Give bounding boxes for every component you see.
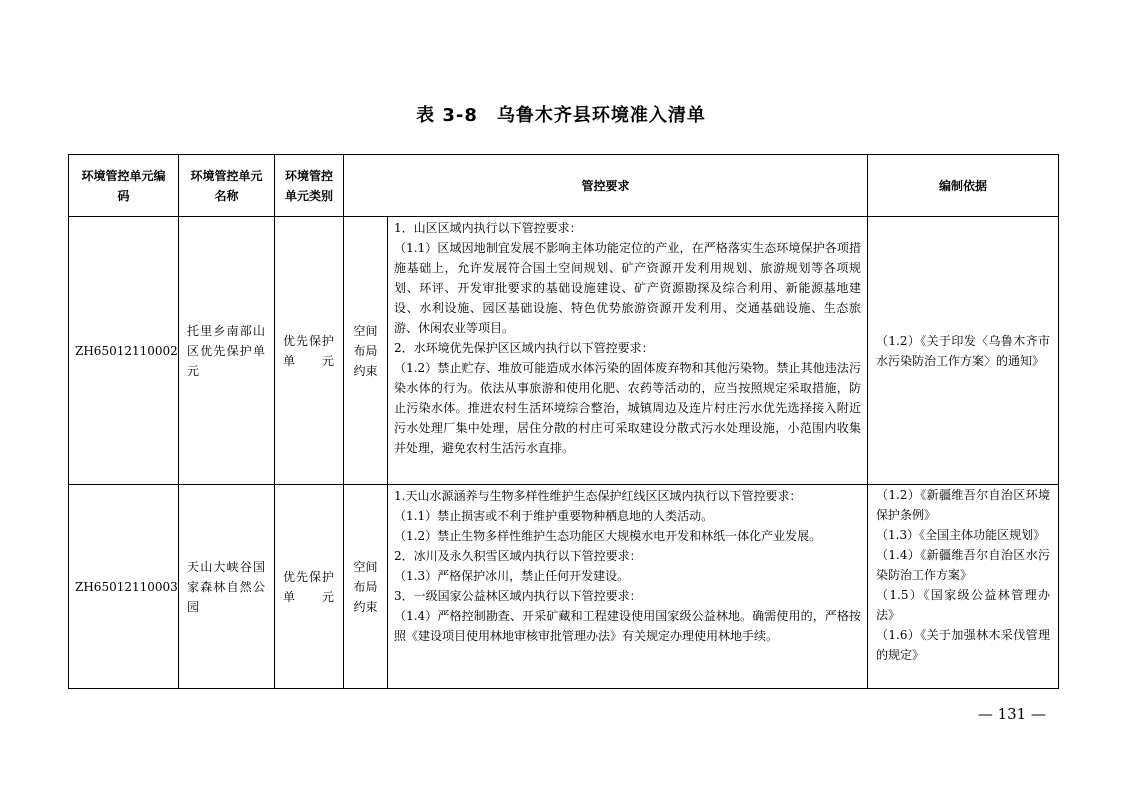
- basis-line: （1.2）《新疆维吾尔自治区环境保护条例》: [876, 488, 1051, 522]
- basis-line: （1.2）《关于印发〈乌鲁木齐市水污染防治工作方案〉的通知》: [876, 333, 1051, 368]
- unit-name: 天山大峡谷国家森林自然公园: [179, 485, 275, 689]
- basis-cell: [868, 485, 1059, 689]
- requirement-line: （1.3）严格保护冰川，禁止任何开发建设。: [394, 569, 630, 583]
- table-row: [69, 485, 1059, 689]
- header-category: 环境管控单元类别: [275, 155, 344, 217]
- table-title: 表 3-8 乌鲁木齐县环境准入清单: [416, 105, 706, 126]
- unit-category: 优先保护单元: [275, 485, 344, 689]
- unit-name: 托里乡南部山区优先保护单元: [179, 217, 275, 485]
- header-requirements: 管控要求: [344, 155, 868, 217]
- basis-line: （1.3）《全国主体功能区规划》: [876, 528, 1046, 542]
- requirements-cell: [388, 485, 868, 689]
- header-row: [69, 155, 1059, 217]
- header-name: 环境管控单元名称: [179, 155, 275, 217]
- constraint-type: 空间布局约束: [344, 217, 388, 485]
- constraint-type: 空间布局约束: [344, 485, 388, 689]
- basis-line: （1.6）《关于加强林木采伐管理的规定》: [876, 628, 1051, 662]
- header-basis: 编制依据: [868, 155, 1059, 217]
- header-code: 环境管控单元编码: [69, 155, 179, 217]
- requirement-line: 2．冰川及永久积雪区域内执行以下管控要求：: [394, 549, 642, 563]
- page-number: — 131 —: [977, 705, 1046, 723]
- unit-code: ZH65012110003: [69, 485, 179, 689]
- basis-line: （1.4）《新疆维吾尔自治区水污染防治工作方案》: [876, 548, 1051, 582]
- requirement-line: 1.天山水源涵养与生物多样性维护生态保护红线区区域内执行以下管控要求：: [394, 489, 802, 503]
- requirements-cell: [388, 217, 868, 485]
- basis-cell: [868, 217, 1059, 485]
- unit-code: ZH65012110002: [69, 217, 179, 485]
- requirement-line: 2．水环境优先保护区区域内执行以下管控要求：: [394, 341, 654, 355]
- requirement-line: 1．山区区域内执行以下管控要求：: [394, 221, 582, 235]
- requirement-line: （1.1）区域因地制宜发展不影响主体功能定位的产业，在严格落实生态环境保护各项措施基础上，允许发展符合国土空间规划、矿产资源开发利用规划、旅游规划等各项规划、环评、开发审批要求的基础设施建设、矿产资源勘探及综合利用、新能源基地建设、水利设施、园区基础设施、特色优势旅游资源开发利用、交通基础设施、生态旅游、休闲农业等项目。: [394, 241, 862, 335]
- basis-line: （1.5）《国家级公益林管理办法》: [876, 588, 1051, 622]
- environmental-access-table: [68, 154, 1059, 689]
- requirement-line: 3．一级国家公益林区域内执行以下管控要求：: [394, 589, 642, 603]
- requirement-line: （1.2）禁止贮存、堆放可能造成水体污染的固体废弃物和其他污染物。禁止其他违法污染水体的行为。依法从事旅游和使用化肥、农药等活动的，应当按照规定采取措施，防止污染水体。推进农村生活环境综合整治，城镇周边及连片村庄污水优先选择接入附近污水处理厂集中处理，居住分散的村庄可采取建设分散式污水处理设施，小范围内收集并处理，避免农村生活污水直排。: [394, 361, 862, 455]
- unit-category: 优先保护单元: [275, 217, 344, 485]
- requirement-line: （1.4）严格控制勘查、开采矿藏和工程建设使用国家级公益林地。确需使用的，严格按照《建设项目使用林地审核审批管理办法》有关规定办理使用林地手续。: [394, 609, 862, 643]
- requirement-line: （1.1）禁止损害或不利于维护重要物种栖息地的人类活动。: [394, 509, 714, 523]
- requirement-line: （1.2）禁止生物多样性维护生态功能区大规模水电开发和林纸一体化产业发展。: [394, 529, 822, 543]
- table-row: [69, 217, 1059, 485]
